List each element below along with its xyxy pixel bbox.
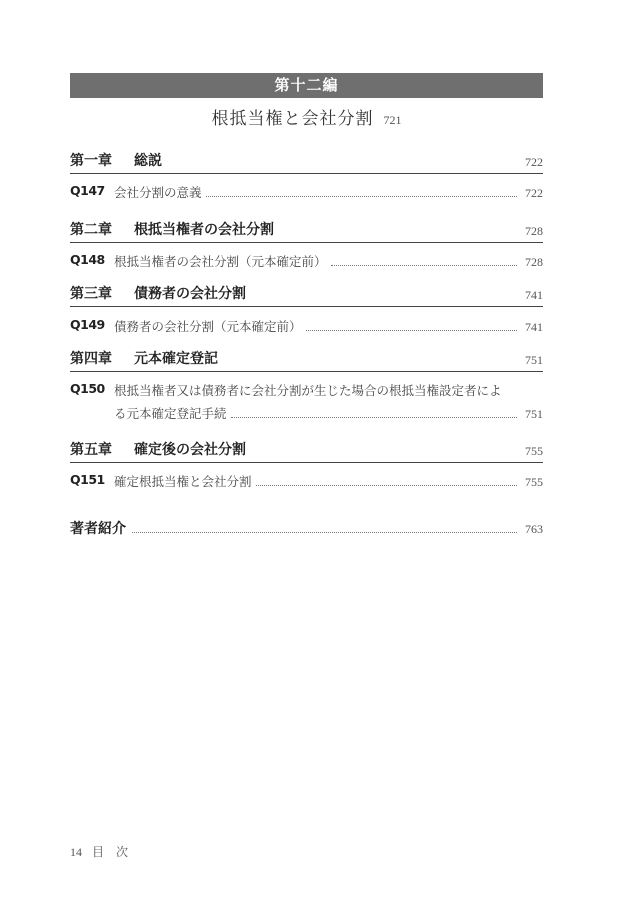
toc-entry-q147[interactable] (70, 183, 543, 203)
entry-title: 根抵当権者の会社分割（元本確定前） (114, 254, 327, 269)
entry-page-number: 755 (525, 475, 543, 489)
chapter-title: 総説 (134, 153, 162, 169)
toc-entry-q149[interactable] (70, 317, 543, 337)
chapter-page-number: 728 (525, 224, 543, 238)
chapter-heading-2[interactable] (70, 220, 543, 243)
part-page-number: 721 (383, 113, 402, 127)
question-number: Q148 (70, 252, 105, 267)
question-number: Q151 (70, 472, 105, 487)
chapter-heading-3[interactable] (70, 284, 543, 307)
author-label: 著者紹介 (70, 521, 126, 537)
page-footer (70, 843, 128, 860)
entry-title: 会社分割の意義 (114, 185, 202, 200)
entry-title: 債務者の会社分割（元本確定前） (114, 319, 302, 334)
chapter-page-number: 755 (525, 444, 543, 458)
toc-entry-q148[interactable] (70, 252, 543, 272)
chapter-number: 第四章 (70, 351, 112, 367)
chapter-page-number: 722 (525, 155, 543, 169)
toc-entry-q150[interactable] (70, 381, 543, 423)
dot-leader (306, 329, 517, 331)
entry-title: 確定根抵当権と会社分割 (114, 474, 252, 489)
toc-entry-q151[interactable] (70, 472, 543, 492)
entry-page-number: 751 (525, 407, 543, 421)
entry-page-number: 722 (525, 186, 543, 200)
chapter-title: 債務者の会社分割 (134, 286, 246, 302)
author-page-number: 763 (525, 522, 543, 536)
question-number: Q147 (70, 183, 105, 198)
entry-title-line-2: る元本確定登記手続 (114, 406, 227, 421)
chapter-number: 第五章 (70, 442, 112, 458)
footer-page-number: 14 (70, 845, 82, 859)
chapter-page-number: 741 (525, 288, 543, 302)
dot-leader (256, 484, 517, 486)
chapter-heading-5[interactable] (70, 440, 543, 463)
entry-page-number: 741 (525, 320, 543, 334)
chapter-number: 第二章 (70, 222, 112, 238)
question-number: Q149 (70, 317, 105, 332)
chapter-heading-1[interactable] (70, 151, 543, 174)
chapter-page-number: 751 (525, 353, 543, 367)
chapter-number: 第三章 (70, 286, 112, 302)
toc-entry-author[interactable] (70, 518, 543, 538)
footer-section: 目 次 (92, 845, 129, 859)
chapter-heading-4[interactable] (70, 349, 543, 372)
entry-page-number: 728 (525, 255, 543, 269)
dot-leader (231, 416, 517, 418)
dot-leader (206, 195, 517, 197)
chapter-title: 元本確定登記 (134, 351, 218, 367)
part-banner (70, 73, 543, 98)
dot-leader (331, 264, 517, 266)
chapter-number: 第一章 (70, 153, 112, 169)
part-title-row[interactable] (70, 104, 543, 129)
question-number: Q150 (70, 381, 105, 396)
part-label: 第十二編 (274, 76, 339, 94)
entry-title-line-1: 根抵当権者又は債務者に会社分割が生じた場合の根抵当権設定者によ (114, 383, 502, 398)
chapter-title: 確定後の会社分割 (134, 442, 246, 458)
part-title: 根抵当権と会社分割 (211, 109, 374, 129)
chapter-title: 根抵当権者の会社分割 (134, 222, 274, 238)
dot-leader (132, 531, 517, 533)
